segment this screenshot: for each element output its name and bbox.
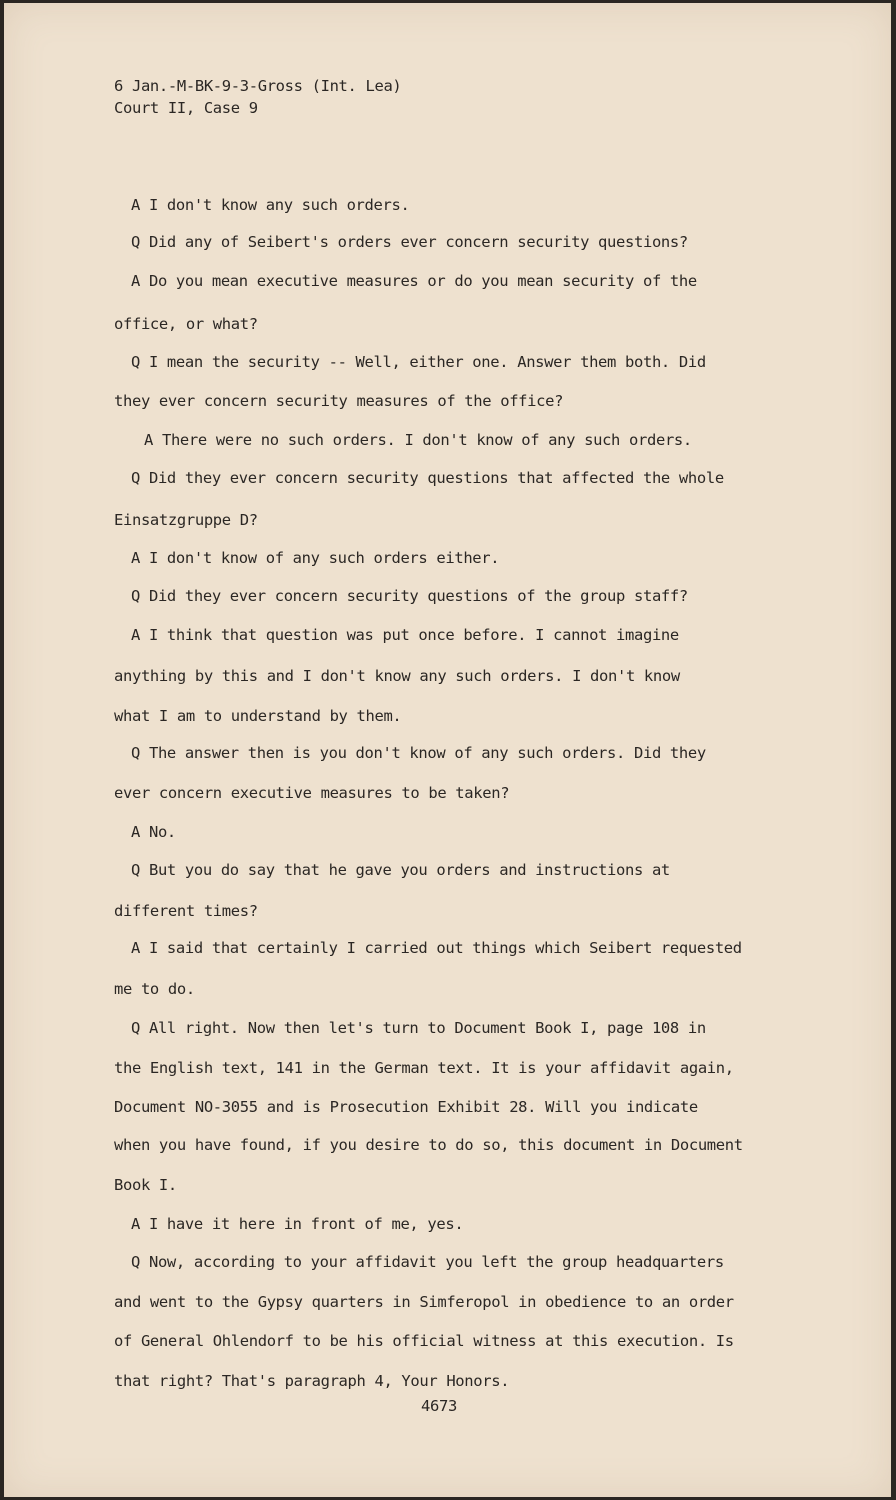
transcript-line: A I said that certainly I carried out things which Seibert requested	[131, 939, 742, 957]
header-line-1: 6 Jan.-M-BK-9-3-Gross (Int. Lea)	[114, 77, 402, 95]
transcript-line: what I am to understand by them.	[114, 707, 402, 725]
transcript-line: A I don't know of any such orders either.	[131, 549, 500, 567]
transcript-line: Q Did they ever concern security questions of the group staff?	[131, 587, 688, 605]
transcript-line: A I have it here in front of me, yes.	[131, 1215, 464, 1233]
transcript-line: Book I.	[114, 1176, 177, 1194]
transcript-line: Einsatzgruppe D?	[114, 511, 258, 529]
document-page	[4, 3, 891, 1497]
transcript-line: Document NO-3055 and is Prosecution Exhibit 28. Will you indicate	[114, 1098, 698, 1116]
transcript-line: that right? That's paragraph 4, Your Honors.	[114, 1372, 510, 1390]
transcript-line: ever concern executive measures to be taken?	[114, 784, 510, 802]
transcript-line: Q Now, according to your affidavit you left the group headquarters	[131, 1253, 724, 1271]
transcript-line: Q All right. Now then let's turn to Document Book I, page 108 in	[131, 1019, 706, 1037]
transcript-line: A I don't know any such orders.	[131, 196, 410, 214]
transcript-line: Q The answer then is you don't know of any such orders. Did they	[131, 744, 706, 762]
page-number: 4673	[421, 1397, 457, 1415]
transcript-line: me to do.	[114, 980, 195, 998]
transcript-line: A I think that question was put once before. I cannot imagine	[131, 626, 679, 644]
transcript-line: anything by this and I don't know any such orders. I don't know	[114, 667, 680, 685]
transcript-line: A There were no such orders. I don't know of any such orders.	[144, 431, 692, 449]
transcript-line: and went to the Gypsy quarters in Simferopol in obedience to an order	[114, 1293, 734, 1311]
transcript-line: Q I mean the security -- Well, either one. Answer them both. Did	[131, 353, 706, 371]
transcript-line: they ever concern security measures of the office?	[114, 392, 564, 410]
transcript-line: the English text, 141 in the German text. It is your affidavit again,	[114, 1059, 734, 1077]
transcript-line: Q Did any of Seibert's orders ever concern security questions?	[131, 233, 688, 251]
transcript-line: Q But you do say that he gave you orders and instructions at	[131, 861, 670, 879]
transcript-line: A Do you mean executive measures or do you mean security of the	[131, 272, 697, 290]
transcript-line: A No.	[131, 823, 176, 841]
header-line-2: Court II, Case 9	[114, 99, 258, 117]
transcript-line: when you have found, if you desire to do so, this document in Document	[114, 1136, 743, 1154]
transcript-line: different times?	[114, 902, 258, 920]
transcript-line: office, or what?	[114, 315, 258, 333]
transcript-line: of General Ohlendorf to be his official witness at this execution. Is	[114, 1332, 734, 1350]
transcript-line: Q Did they ever concern security questions that affected the whole	[131, 469, 724, 487]
